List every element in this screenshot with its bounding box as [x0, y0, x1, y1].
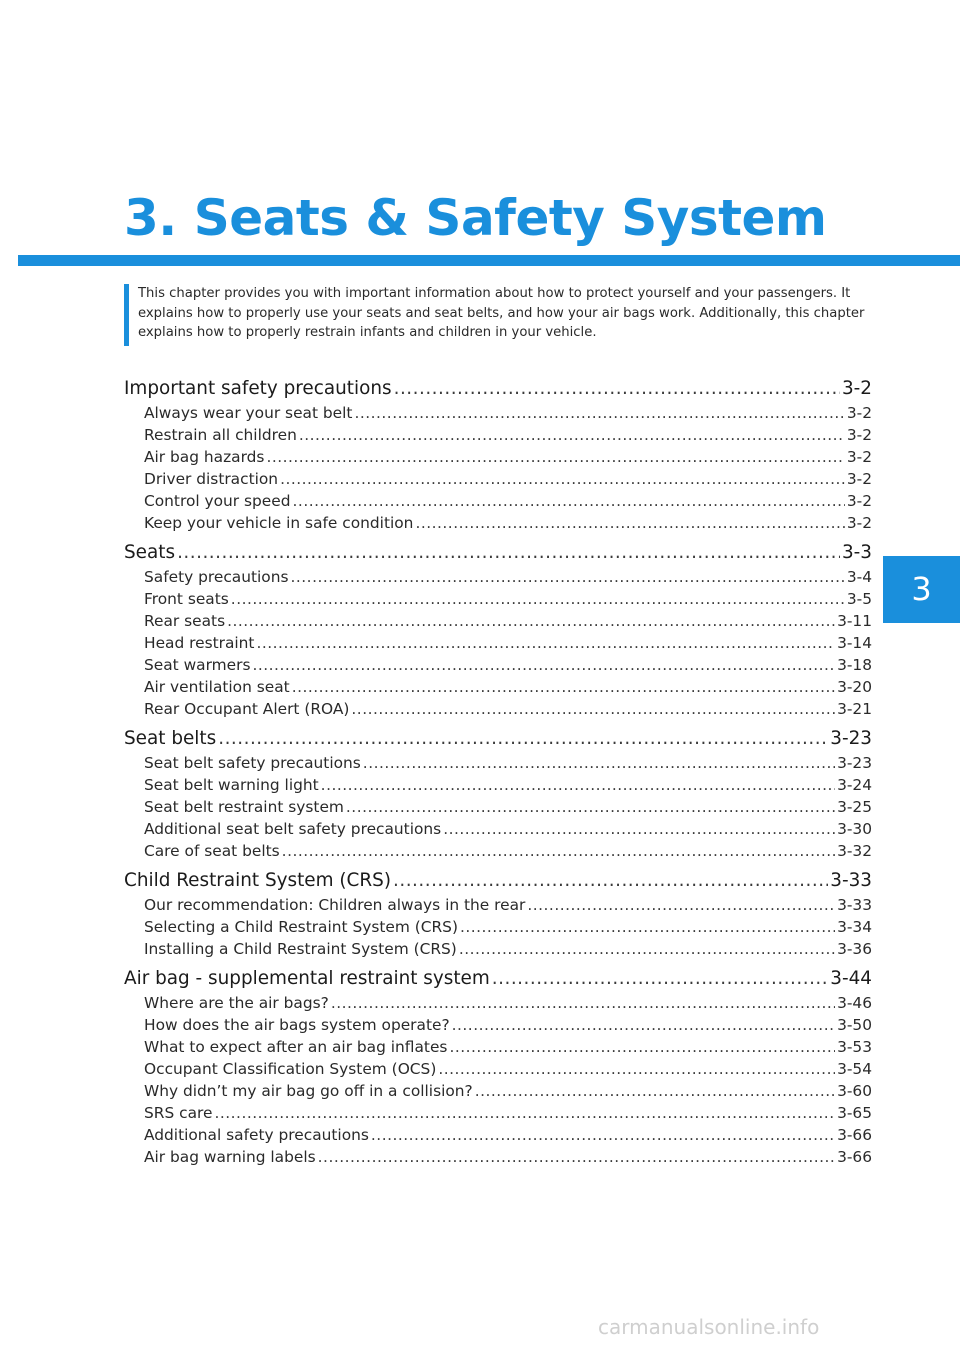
- toc-entry[interactable]: [124, 512, 872, 534]
- chapter-title: 3. Seats & Safety System: [124, 189, 827, 247]
- toc-section-page: 3-23: [830, 728, 872, 749]
- toc-section-title: Air bag - supplemental restraint system: [124, 968, 490, 989]
- toc-entry-title: Rear Occupant Alert (ROA): [144, 700, 350, 718]
- toc-section-entry[interactable]: [124, 966, 872, 992]
- toc-entry-page: 3-34: [837, 918, 872, 936]
- toc-entry-title: Control your speed: [144, 492, 291, 510]
- toc-leader-dots: [177, 540, 840, 566]
- toc-entry[interactable]: [124, 1014, 872, 1036]
- watermark: carmanualsonline.info: [598, 1315, 820, 1339]
- toc-leader-dots: [475, 1080, 835, 1102]
- toc-entry[interactable]: [124, 402, 872, 424]
- toc-entry-title: How does the air bags system operate?: [144, 1016, 450, 1034]
- toc-section-page: 3-2: [841, 378, 872, 399]
- toc-entry[interactable]: [124, 632, 872, 654]
- toc-section: [124, 540, 872, 720]
- toc-entry-page: 3-33: [837, 896, 872, 914]
- toc-entry-title: Our recommendation: Children always in the rear: [144, 896, 526, 914]
- toc-leader-dots: [252, 654, 835, 676]
- toc-entry-page: 3-46: [837, 994, 872, 1012]
- toc-entry-title: What to expect after an air bag inflates: [144, 1038, 448, 1056]
- toc-entry[interactable]: [124, 938, 872, 960]
- toc-entry-page: 3-54: [837, 1060, 872, 1078]
- toc-entry[interactable]: [124, 446, 872, 468]
- toc-entry-page: 3-23: [837, 754, 872, 772]
- toc-entry-page: 3-18: [837, 656, 872, 674]
- toc-entry-title: Seat belt safety precautions: [144, 754, 361, 772]
- toc-subsection-list: [124, 566, 872, 720]
- toc-leader-dots: [331, 992, 835, 1014]
- toc-entry-page: 3-66: [837, 1126, 872, 1144]
- toc-entry-page: 3-2: [846, 448, 872, 466]
- toc-leader-dots: [218, 726, 828, 752]
- toc-entry[interactable]: [124, 1124, 872, 1146]
- toc-leader-dots: [299, 424, 845, 446]
- toc-entry-page: 3-36: [837, 940, 872, 958]
- toc-entry-title: Keep your vehicle in safe condition: [144, 514, 414, 532]
- toc-entry-page: 3-24: [837, 776, 872, 794]
- toc-entry-title: Driver distraction: [144, 470, 279, 488]
- toc-leader-dots: [394, 376, 840, 402]
- toc-entry[interactable]: [124, 468, 872, 490]
- toc-leader-dots: [282, 840, 835, 862]
- toc-leader-dots: [266, 446, 844, 468]
- toc-section-entry[interactable]: [124, 376, 872, 402]
- toc-entry-page: 3-2: [846, 404, 872, 422]
- toc-entry-title: Seat belt restraint system: [144, 798, 344, 816]
- toc-leader-dots: [346, 796, 835, 818]
- toc-leader-dots: [293, 490, 845, 512]
- toc-entry[interactable]: [124, 992, 872, 1014]
- toc-subsection-list: [124, 402, 872, 534]
- toc-section: [124, 376, 872, 534]
- toc-entry-page: 3-11: [837, 612, 872, 630]
- toc-leader-dots: [256, 632, 835, 654]
- toc-section-title: Seats: [124, 542, 176, 563]
- toc-section-title: Important safety precautions: [124, 378, 392, 399]
- toc-entry[interactable]: [124, 588, 872, 610]
- toc-entry-title: Front seats: [144, 590, 229, 608]
- toc-leader-dots: [280, 468, 845, 490]
- toc-section: [124, 868, 872, 960]
- toc-entry-page: 3-65: [837, 1104, 872, 1122]
- toc-entry-page: 3-20: [837, 678, 872, 696]
- toc-entry[interactable]: [124, 916, 872, 938]
- toc-entry[interactable]: [124, 774, 872, 796]
- toc-leader-dots: [363, 752, 835, 774]
- toc-entry[interactable]: [124, 1080, 872, 1102]
- toc-leader-dots: [291, 566, 845, 588]
- toc-entry-title: Always wear your seat belt: [144, 404, 353, 422]
- toc-entry[interactable]: [124, 840, 872, 862]
- toc-entry-page: 3-2: [846, 492, 872, 510]
- toc-entry[interactable]: [124, 894, 872, 916]
- toc-leader-dots: [321, 774, 835, 796]
- toc-leader-dots: [371, 1124, 835, 1146]
- toc-section-entry[interactable]: [124, 726, 872, 752]
- toc-leader-dots: [354, 402, 844, 424]
- toc-leader-dots: [292, 676, 835, 698]
- toc-subsection-list: [124, 894, 872, 960]
- toc-entry-page: 3-32: [837, 842, 872, 860]
- toc-entry-title: Head restraint: [144, 634, 255, 652]
- toc-entry-page: 3-66: [837, 1148, 872, 1166]
- intro-accent-bar: [124, 284, 129, 346]
- toc-entry-title: Care of seat belts: [144, 842, 280, 860]
- toc-entry[interactable]: [124, 752, 872, 774]
- table-of-contents: [124, 376, 872, 1174]
- toc-leader-dots: [393, 868, 828, 894]
- toc-entry[interactable]: [124, 1058, 872, 1080]
- toc-entry[interactable]: [124, 676, 872, 698]
- toc-entry-title: Occupant Classification System (OCS): [144, 1060, 437, 1078]
- toc-entry-page: 3-2: [846, 470, 872, 488]
- toc-entry-title: Additional seat belt safety precautions: [144, 820, 442, 838]
- toc-entry-title: Safety precautions: [144, 568, 289, 586]
- toc-entry-title: Seat belt warning light: [144, 776, 319, 794]
- toc-entry-title: Air bag warning labels: [144, 1148, 316, 1166]
- toc-entry-title: Why didn’t my air bag go off in a collision?: [144, 1082, 473, 1100]
- toc-section-title: Seat belts: [124, 728, 217, 749]
- toc-section-entry[interactable]: [124, 868, 872, 894]
- toc-section: [124, 726, 872, 862]
- toc-subsection-list: [124, 992, 872, 1168]
- toc-entry[interactable]: [124, 490, 872, 512]
- toc-leader-dots: [214, 1102, 835, 1124]
- toc-section: [124, 966, 872, 1168]
- toc-entry-page: 3-50: [837, 1016, 872, 1034]
- toc-entry[interactable]: [124, 1146, 872, 1168]
- toc-entry[interactable]: [124, 610, 872, 632]
- toc-leader-dots: [415, 512, 844, 534]
- toc-entry-title: Air ventilation seat: [144, 678, 290, 696]
- toc-entry[interactable]: [124, 698, 872, 720]
- toc-entry[interactable]: [124, 424, 872, 446]
- toc-entry-page: 3-2: [846, 514, 872, 532]
- toc-leader-dots: [351, 698, 835, 720]
- toc-section-page: 3-3: [841, 542, 872, 563]
- toc-entry-page: 3-30: [837, 820, 872, 838]
- toc-leader-dots: [438, 1058, 835, 1080]
- toc-section-page: 3-44: [830, 968, 872, 989]
- intro-text: This chapter provides you with important information about how to protect yourself and your passengers. It explains how to properly use your seats and seat belts, and how your air bags work. Additionally, this chapter explains how to properly restrain infants and children in your vehicle.: [138, 286, 865, 340]
- toc-leader-dots: [460, 916, 835, 938]
- toc-entry-title: Installing a Child Restraint System (CRS): [144, 940, 457, 958]
- toc-leader-dots: [527, 894, 835, 916]
- toc-entry-page: 3-60: [837, 1082, 872, 1100]
- toc-entry-title: SRS care: [144, 1104, 213, 1122]
- toc-leader-dots: [492, 966, 828, 992]
- toc-entry-title: Where are the air bags?: [144, 994, 329, 1012]
- toc-section-title: Child Restraint System (CRS): [124, 870, 392, 891]
- toc-entry-page: 3-21: [837, 700, 872, 718]
- toc-entry[interactable]: [124, 818, 872, 840]
- toc-leader-dots: [227, 610, 835, 632]
- toc-leader-dots: [449, 1036, 835, 1058]
- toc-entry-title: Seat warmers: [144, 656, 251, 674]
- toc-leader-dots: [459, 938, 835, 960]
- toc-entry[interactable]: [124, 1036, 872, 1058]
- toc-leader-dots: [452, 1014, 835, 1036]
- toc-entry-title: Selecting a Child Restraint System (CRS): [144, 918, 458, 936]
- toc-entry[interactable]: [124, 1102, 872, 1124]
- toc-entry-page: 3-2: [846, 426, 872, 444]
- toc-entry-page: 3-5: [846, 590, 872, 608]
- toc-leader-dots: [231, 588, 845, 610]
- toc-entry[interactable]: [124, 796, 872, 818]
- chapter-intro: [124, 284, 884, 346]
- title-rule: [18, 255, 960, 266]
- toc-entry-title: Restrain all children: [144, 426, 297, 444]
- toc-section-entry[interactable]: [124, 540, 872, 566]
- toc-entry[interactable]: [124, 566, 872, 588]
- toc-entry-title: Rear seats: [144, 612, 226, 630]
- toc-section-page: 3-33: [830, 870, 872, 891]
- toc-subsection-list: [124, 752, 872, 862]
- toc-entry-title: Additional safety precautions: [144, 1126, 369, 1144]
- toc-entry-page: 3-4: [846, 568, 872, 586]
- toc-entry-title: Air bag hazards: [144, 448, 265, 466]
- toc-leader-dots: [318, 1146, 835, 1168]
- toc-entry-page: 3-14: [837, 634, 872, 652]
- chapter-tab[interactable]: 3: [883, 556, 960, 623]
- toc-entry-page: 3-53: [837, 1038, 872, 1056]
- toc-entry-page: 3-25: [837, 798, 872, 816]
- toc-leader-dots: [443, 818, 835, 840]
- toc-entry[interactable]: [124, 654, 872, 676]
